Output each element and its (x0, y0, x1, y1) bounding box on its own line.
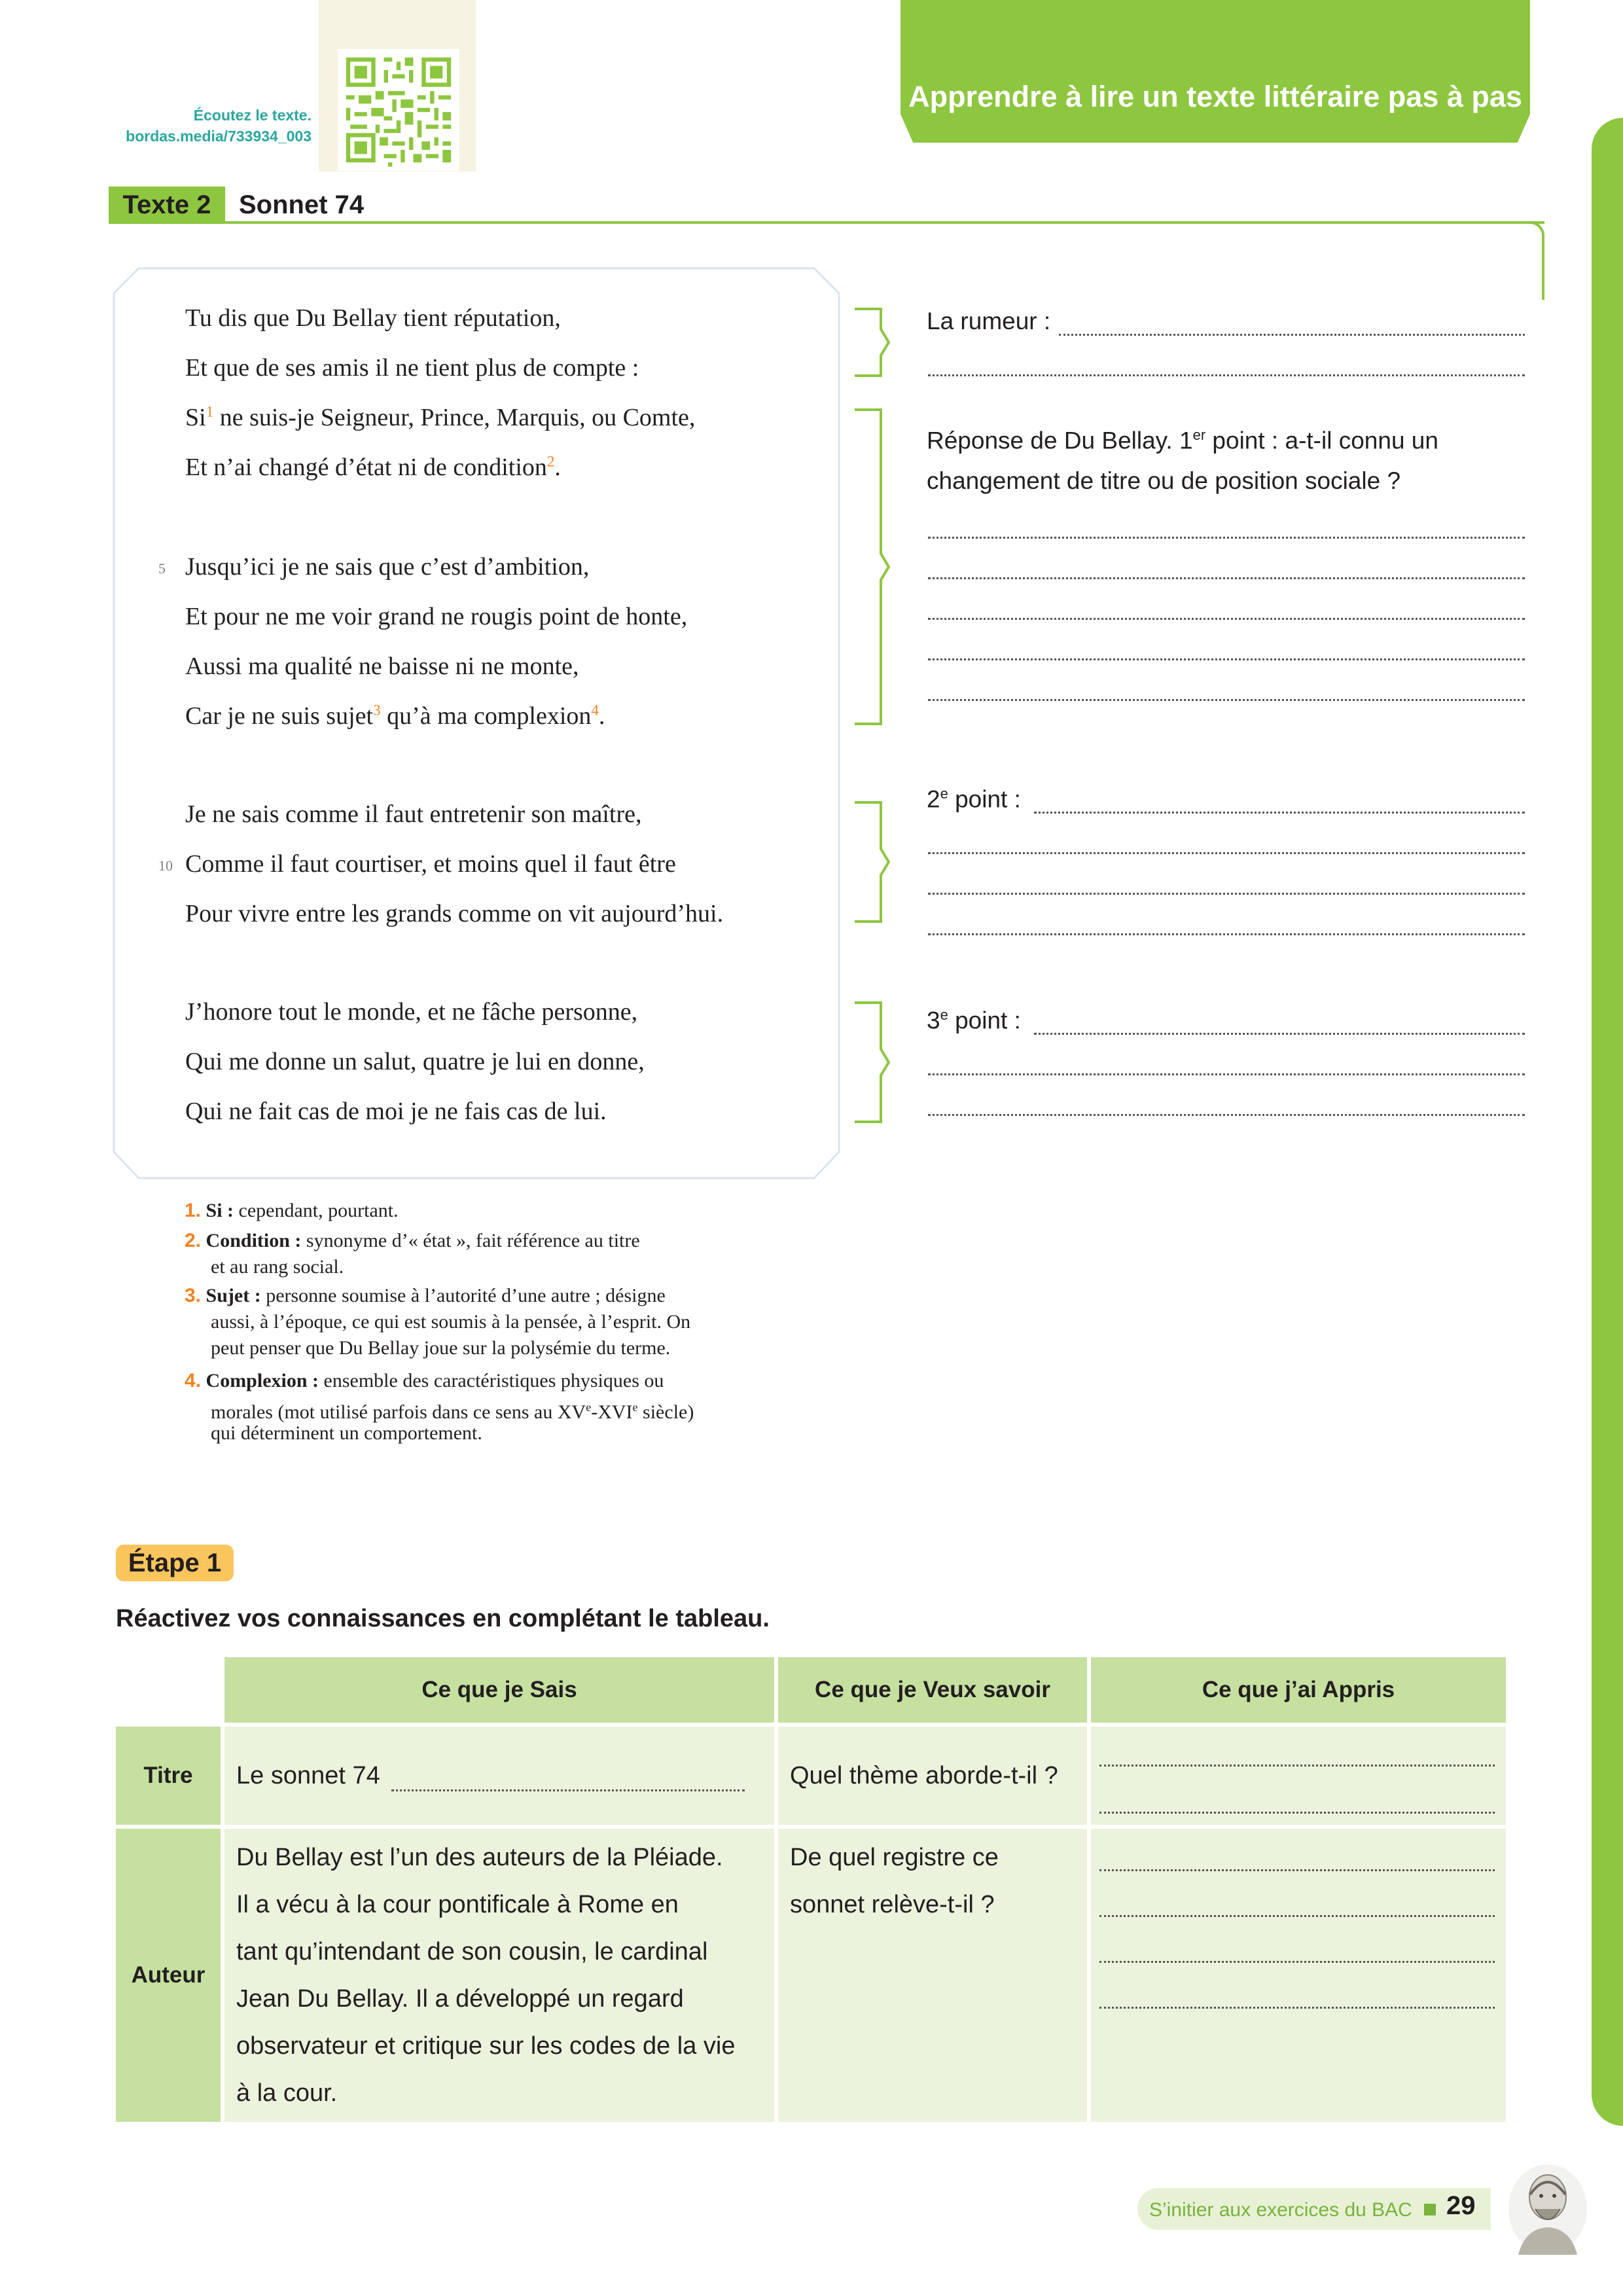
row-header-titre: Titre (116, 1727, 221, 1825)
poem-line-9: Je ne sais comme il faut entretenir son maître, (185, 800, 642, 828)
point-2-label: 2e point : (927, 785, 1021, 813)
row-header-auteur: Auteur (116, 1829, 221, 2122)
answer-line[interactable] (1099, 1812, 1495, 1814)
footnote-ref-2: 2 (546, 453, 555, 470)
auteur-want-line: sonnet relève-t-il ? (790, 1891, 995, 1918)
poem-line-14: Qui ne fait cas de moi je ne fais cas de lui. (185, 1098, 607, 1125)
answer-line[interactable] (1034, 1033, 1525, 1035)
footer-section: S’initier aux exercices du BAC (1149, 2199, 1412, 2221)
answer-line[interactable] (928, 537, 1525, 539)
title-underline (109, 221, 1544, 224)
rumeur-label: La rumeur : (927, 308, 1051, 334)
brace-rumeur (852, 306, 891, 378)
cell-titre-want: Quel thème aborde-t-il ? (778, 1727, 1087, 1825)
col-header-learned: Ce que j’ai Appris (1091, 1657, 1506, 1723)
footnote-2-cont: et au rang social. (211, 1256, 344, 1278)
qr-code-graphic (338, 49, 459, 171)
answer-line[interactable] (1099, 1915, 1495, 1917)
poem-line-5: Jusqu’ici je ne sais que c’est d’ambition, (185, 553, 590, 581)
text-number-tag: Texte 2 (109, 187, 225, 223)
answer-line[interactable] (928, 933, 1525, 935)
auteur-know-line: tant qu’intendant de son cousin, le cardinal (236, 1938, 708, 1965)
poem-line-8: Car je ne suis sujet$^3$ qu’à ma complexion$^4$. (185, 702, 605, 730)
line-number-5: 5 (158, 560, 166, 577)
answer-line[interactable] (928, 577, 1525, 579)
cell-titre-know: Le sonnet 74 (224, 1727, 774, 1825)
footnote-ref-4: 4 (591, 702, 599, 719)
answer-line[interactable] (928, 1073, 1525, 1075)
answer-line[interactable] (391, 1789, 745, 1791)
poem-line-3: Si$^1$ ne suis-je Seigneur, Prince, Marquis, ou Comte, (185, 403, 696, 431)
cell-auteur-learned[interactable] (1091, 1829, 1506, 2122)
auteur-know-line: à la cour. (236, 2079, 338, 2107)
footnote-ref-1: 1 (205, 403, 214, 420)
poem-line-2: Et que de ses amis il ne tient plus de compte : (185, 354, 639, 382)
footnote-1: 1. Si : cependant, pourtant. (185, 1200, 399, 1221)
poem-line-10: Comme il faut courtiser, et moins quel il faut être (185, 850, 676, 878)
brace-point-2 (852, 800, 891, 924)
auteur-know-line: observateur et critique sur les codes de la vie (236, 2032, 736, 2060)
auteur-know-line: Jean Du Bellay. Il a développé un regard (236, 1985, 684, 2013)
cell-auteur-know (224, 1829, 774, 2122)
step-instruction: Réactivez vos connaissances en complétant le tableau. (116, 1605, 770, 1632)
top-banner (901, 0, 1530, 143)
poem-line-12: J’honore tout le monde, et ne fâche personne, (185, 998, 638, 1026)
footnote-3: 3. Sujet : personne soumise à l’autorité d’une autre ; désigne (185, 1285, 666, 1306)
poem-line-11: Pour vivre entre les grands comme on vit aujourd’hui. (185, 900, 724, 927)
footnote-2: 2. Condition : synonyme d’« état », fait référence au titre (185, 1230, 640, 1251)
answer-line[interactable] (928, 658, 1525, 660)
auteur-want-line: De quel registre ce (790, 1844, 999, 1871)
answer-line[interactable] (928, 618, 1525, 620)
answer-line[interactable] (928, 374, 1525, 376)
line-number-10: 10 (158, 857, 173, 874)
answer-line[interactable] (1099, 2007, 1495, 2009)
poem-line-13: Qui me donne un salut, quatre je lui en donne, (185, 1048, 645, 1075)
title-underline-corner (1521, 221, 1544, 300)
page-number: 29 (1446, 2191, 1476, 2220)
qr-code-icon[interactable] (338, 49, 459, 171)
reponse-question-line2: changement de titre ou de position sociale ? (927, 467, 1401, 494)
footnote-4-cont: morales (mot utilisé parfois dans ce sens au XVe-XVIe siècle) (211, 1401, 694, 1423)
answer-line[interactable] (928, 699, 1525, 701)
author-portrait-icon (1505, 2157, 1590, 2255)
side-tab (1592, 118, 1623, 2126)
footnote-3-cont: aussi, à l’époque, ce qui est soumis à la pensée, à l’esprit. On (211, 1311, 691, 1333)
step-tag: Étape 1 (116, 1545, 234, 1581)
footnote-4-cont: qui déterminent un comportement. (211, 1422, 482, 1444)
auteur-know-line: Du Bellay est l’un des auteurs de la Pléiade. (236, 1844, 723, 1871)
footer-square-icon (1424, 2204, 1436, 2215)
poem-line-4: Et n’ai changé d’état ni de condition$^2$. (185, 453, 561, 481)
auteur-know-line: Il a vécu à la cour pontificale à Rome en (236, 1891, 679, 1918)
point-3-label: 3e point : (927, 1007, 1021, 1034)
answer-line[interactable] (928, 1114, 1525, 1116)
col-header-want: Ce que je Veux savoir (778, 1657, 1087, 1723)
listen-label: Écoutez le texte. (193, 107, 312, 124)
cell-auteur-want (778, 1829, 1087, 2122)
reponse-question-line1: Réponse de Du Bellay. 1er point : a-t-il connu un (927, 427, 1438, 454)
cell-titre-learned[interactable] (1091, 1727, 1506, 1825)
banner-title: Apprendre à lire un texte littéraire pas à pas (908, 80, 1522, 113)
brace-point-1 (852, 407, 891, 726)
answer-line[interactable] (1034, 812, 1525, 814)
poem-line-6: Et pour ne me voir grand ne rougis point de honte, (185, 603, 688, 630)
footnote-ref-3: 3 (373, 702, 381, 719)
poem-line-1: Tu dis que Du Bellay tient réputation, (185, 304, 561, 332)
poem-line-7: Aussi ma qualité ne baisse ni ne monte, (185, 653, 579, 680)
answer-line[interactable] (1099, 1869, 1495, 1871)
footnote-4: 4. Complexion : ensemble des caractéristiques physiques ou (185, 1370, 664, 1391)
answer-line[interactable] (928, 893, 1525, 895)
col-header-know: Ce que je Sais (224, 1657, 774, 1723)
brace-point-3 (852, 1000, 891, 1124)
answer-line[interactable] (1099, 1961, 1495, 1963)
footnote-3-cont: peut penser que Du Bellay joue sur la polysémie du terme. (211, 1337, 671, 1359)
audio-link[interactable] (126, 105, 312, 147)
answer-line[interactable] (928, 852, 1525, 854)
audio-url[interactable]: bordas.media/733934_003 (126, 128, 312, 145)
text-title: Sonnet 74 (239, 190, 365, 219)
answer-line[interactable] (1059, 334, 1525, 336)
answer-line[interactable] (1099, 1765, 1495, 1767)
